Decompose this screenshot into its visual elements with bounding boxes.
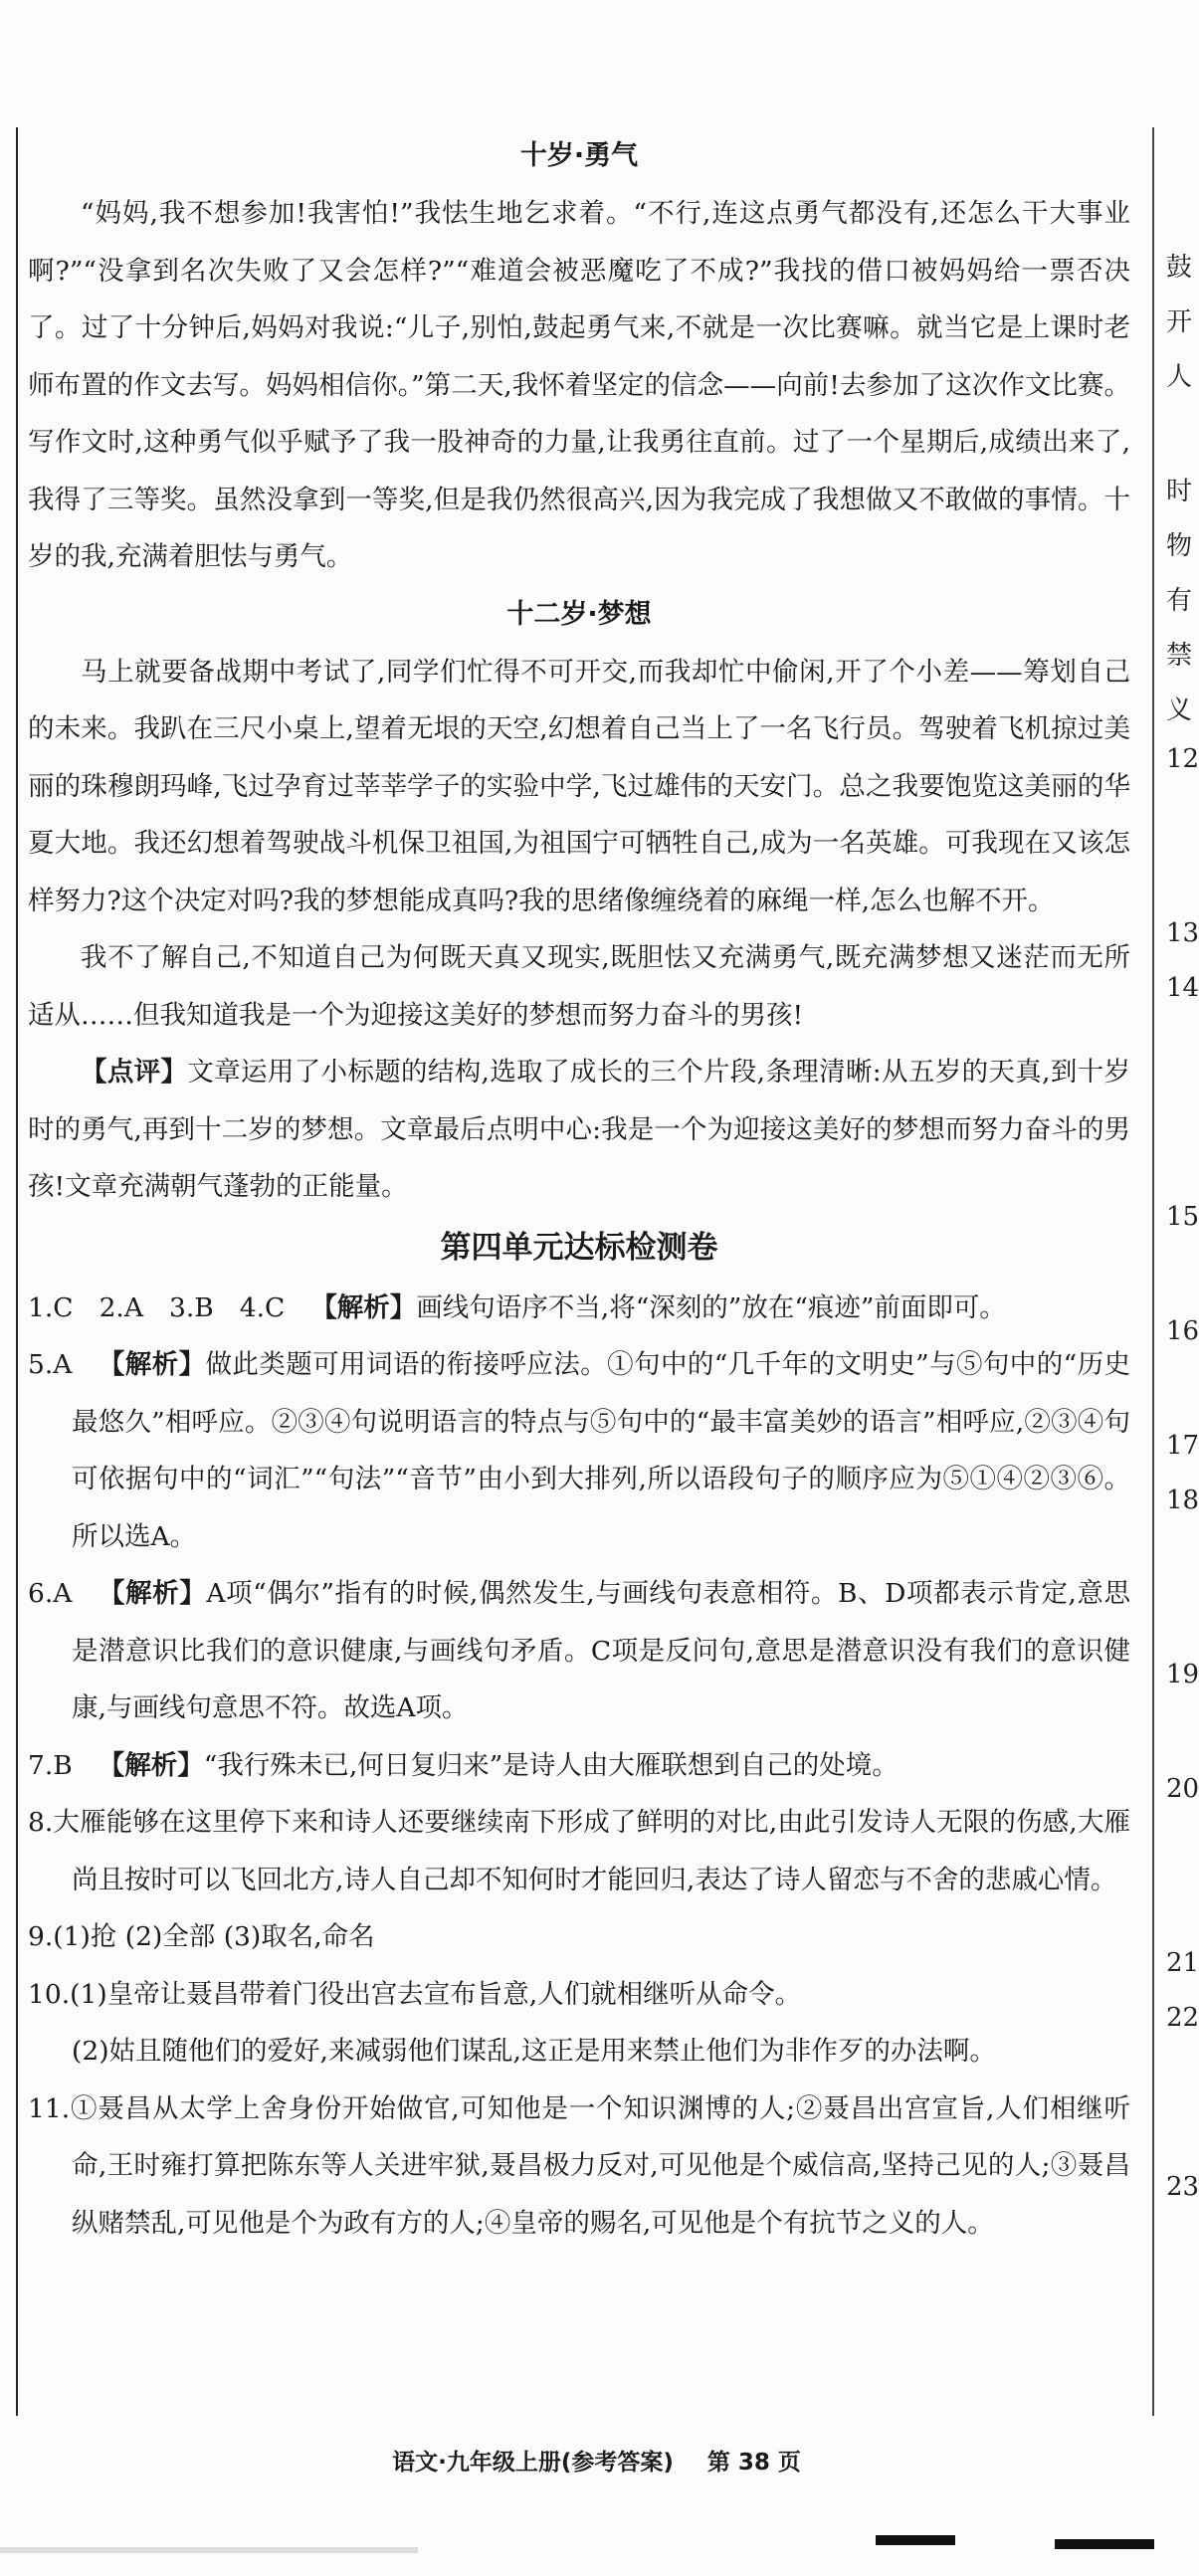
answer-text: “我行殊未已,何日复归来”是诗人由大雁联想到自己的处境。 <box>203 1749 899 1781</box>
answer-11 <box>28 2081 1130 2253</box>
answer-number: 5.A <box>28 1349 73 1380</box>
edge-fragment: 有 <box>1166 586 1193 616</box>
essay-paragraph: 我不了解自己,不知道自己为何既天真又现实,既胆怯又充满勇气,既充满梦想又迷茫而无所适从……但我知道我是一个为迎接这美好的梦想而努力奋斗的男孩! <box>28 942 1130 1031</box>
unit-title: 第四单元达标检测卷 <box>440 1229 718 1266</box>
edge-fragment: 义 <box>1166 695 1193 725</box>
edge-fragment: 时 <box>1166 477 1193 506</box>
answer-5 <box>28 1336 1130 1565</box>
page-footer <box>0 2444 1193 2477</box>
answer-text: ①聂昌从太学上舍身份开始做官,可知他是一个知识渊博的人;②聂昌出宫宣旨,人们相继听命,王时雍打算把陈东等人关进牢狱,聂昌极力反对,可见他是个威信高,坚持己见的人;③聂昌纵赌禁乱,可见他是个为政有方的人;④皇帝的赐名,可见他是个有抗节之义的人。 <box>70 2092 1130 2239</box>
edge-fragment: 物 <box>1166 531 1193 561</box>
essay-paragraph: “妈妈,我不想参加!我害怕!”我怯生地乞求着。“不行,连这点勇气都没有,还怎么干大事业啊?”“没拿到名次失败了又会怎样?”“难道会被恶魔吃了不成?”我找的借口被妈妈给一票否决了。过了十分钟后,妈妈对我说:“儿子,别怕,鼓起勇气来,不就是一次比赛嘛。就当它是上课时老师布置的作文去写。妈妈相信你。”第二天,我怀着坚定的信念——向前!去参加了这次作文比赛。写作文时,这种勇气似乎赋予了我一股神奇的力量,让我勇往直前。过了一个星期后,成绩出来了,我得了三等奖。虽然没拿到一等奖,但是我仍然很高兴,因为我完成了我想做又不敢做的事情。十岁的我,充满着胆怯与勇气。 <box>28 198 1130 572</box>
answer-number: 7.B <box>28 1749 73 1781</box>
edge-fragment: 15 <box>1166 1202 1199 1232</box>
analysis-tag: 【解析】 <box>98 1578 207 1609</box>
answer-choice: 2.A <box>99 1291 143 1323</box>
comment-label: 【点评】 <box>81 1057 188 1088</box>
answer-number: 6.A <box>28 1578 73 1609</box>
edge-fragment: 18 <box>1166 1486 1199 1515</box>
analysis-tag: 【解析】 <box>98 1749 204 1781</box>
answer-number: 10. <box>28 1978 71 2010</box>
edge-fragment: 22 <box>1166 2003 1199 2033</box>
analysis-tag: 【解析】 <box>310 1291 417 1323</box>
scan-mark <box>1055 2539 1154 2549</box>
edge-fragment: 禁 <box>1166 641 1193 671</box>
left-margin-rule <box>16 127 18 2416</box>
answer-1-4 <box>28 1280 1130 1337</box>
edge-fragment: 14 <box>1166 973 1199 1003</box>
answer-number: 11. <box>28 2092 71 2124</box>
comment-text: 文章运用了小标题的结构,选取了成长的三个片段,条理清晰:从五岁的天真,到十岁时的勇气,再到十二岁的梦想。文章最后点明中心:我是一个为迎接这美好的梦想而努力奋斗的男孩!文章充满朝气蓬勃的正能量。 <box>28 1057 1131 1202</box>
answer-6 <box>28 1565 1130 1737</box>
answer-choice: 1.C <box>28 1291 74 1323</box>
page-number: 第 38 页 <box>706 2450 801 2476</box>
answer-9 <box>28 1908 1130 1966</box>
edge-fragment: 23 <box>1166 2172 1199 2202</box>
answer-choice: 4.C <box>239 1291 286 1323</box>
answer-8 <box>28 1794 1130 1908</box>
edge-fragment: 17 <box>1166 1431 1199 1461</box>
answer-7 <box>28 1737 1130 1795</box>
edge-fragment: 12 <box>1166 744 1199 774</box>
answer-10 <box>28 1966 1130 2024</box>
section-heading-ten: 十岁·勇气 <box>519 140 639 171</box>
edge-fragment: 鼓 <box>1166 253 1193 283</box>
edge-fragment: 19 <box>1166 1660 1199 1689</box>
answer-10-line-2: (2)姑且随他们的爱好,来减弱他们谋乱,这正是用来禁止他们为非作歹的办法啊。 <box>72 2036 996 2067</box>
footer-title: 语文·九年级上册(参考答案) <box>392 2450 674 2476</box>
scan-mark <box>876 2535 955 2545</box>
analysis-tag: 【解析】 <box>98 1349 206 1380</box>
edge-fragment: 16 <box>1166 1316 1199 1346</box>
answer-text: 做此类题可用词语的衔接呼应法。①句中的“几千年的文明史”与⑤句中的“历史最悠久”相呼应。②③④句说明语言的特点与⑤句中的“最丰富美妙的语言”相呼应,②③④句可依据句中的“词汇”“句法”“音节”由小到大排列,所以语段句子的顺序应为⑤①④②③⑥。所以选A。 <box>72 1349 1130 1552</box>
answer-number: 9. <box>28 1921 54 1952</box>
edge-fragment: 13 <box>1166 918 1199 948</box>
essay-paragraph: 马上就要备战期中考试了,同学们忙得不可开交,而我却忙中偷闲,开了个小差——筹划自己的未来。我趴在三尺小桌上,望着无垠的天空,幻想着自己当上了一名飞行员。驾驶着飞机掠过美丽的珠穆朗玛峰,飞过孕育过莘莘学子的实验中学,飞过雄伟的天安门。总之我要饱览这美丽的华夏大地。我还幻想着驾驶战斗机保卫祖国,为祖国宁可牺牲自己,成为一名英雄。可我现在又该怎样努力?这个决定对吗?我的梦想能成真吗?我的思绪像缠绕着的麻绳一样,怎么也解不开。 <box>28 656 1130 916</box>
edge-fragment: 21 <box>1166 1948 1199 1978</box>
answer-text: 画线句语序不当,将“深刻的”放在“痕迹”前面即可。 <box>416 1291 1006 1323</box>
answer-text: 大雁能够在这里停下来和诗人还要继续南下形成了鲜明的对比,由此引发诗人无限的伤感,大雁尚且按时可以飞回北方,诗人自己却不知何时才能回归,表达了诗人留恋与不舍的悲戚心情。 <box>53 1807 1130 1895</box>
main-column <box>28 127 1130 2252</box>
answer-text: (1)抢 (2)全部 (3)取名,命名 <box>53 1921 375 1952</box>
edge-fragment: 人 <box>1166 362 1193 392</box>
scan-shadow <box>0 2547 418 2553</box>
column-divider <box>1152 127 1154 2416</box>
answer-text: (1)皇帝让聂昌带着门役出宫去宣布旨意,人们就相继听从命令。 <box>70 1978 802 2010</box>
answer-choice: 3.B <box>168 1291 214 1323</box>
answer-text: A项“偶尔”指有的时候,偶然发生,与画线句表意相符。B、D项都表示肯定,意思是潜意识比我们的意识健康,与画线句矛盾。C项是反问句,意思是潜意识没有我们的意识健康,与画线句意思不符。故选A项。 <box>72 1578 1130 1723</box>
edge-fragment: 20 <box>1166 1774 1199 1804</box>
edge-fragment: 开 <box>1166 307 1193 337</box>
comment-block <box>28 1044 1130 1216</box>
section-heading-twelve: 十二岁·梦想 <box>506 598 652 630</box>
answer-number: 8. <box>28 1807 54 1838</box>
